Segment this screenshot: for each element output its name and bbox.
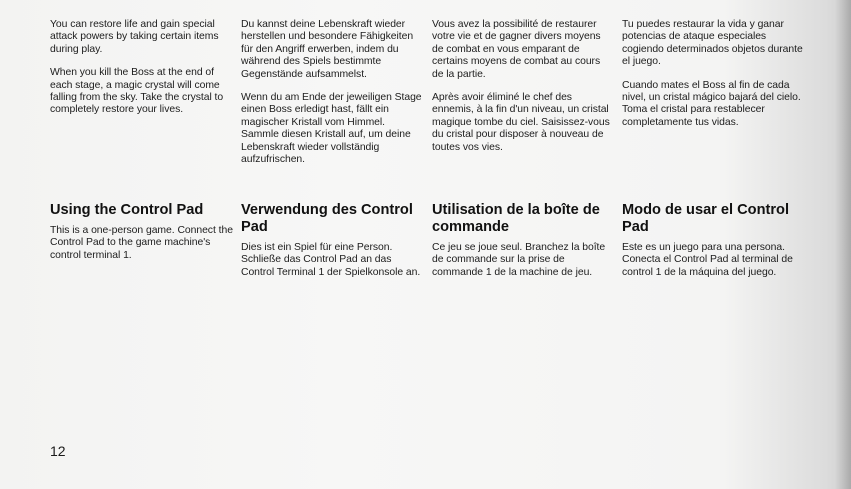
intro-paragraph: Vous avez la possibilité de restaurer votre vie et de gagner divers moyens de combat en vous emparant de certains moyens de combat au cours de la partie. (432, 19, 601, 80)
intro-paragraph: When you kill the Boss at the end of each stage, a magic crystal will come falling from the sky. Take the crystal to completely restore your lives. (50, 67, 224, 116)
intro-paragraph: Du kannst deine Lebenskraft wieder herstellen und besondere Fähigkeiten für den Angriff erwerben, indem du während des Spiels bestimmte Gegenstände aufsammelst. (241, 19, 414, 80)
binding-shadow (835, 0, 851, 489)
intro-column-english (50, 19, 232, 128)
intro-column-spanish (622, 19, 804, 140)
intro-column-french (432, 19, 614, 165)
section-heading: Modo de usar el Control Pad (622, 202, 790, 235)
section-heading: Verwendung des Control Pad (241, 202, 413, 235)
intro-paragraph: Wenn du am Ende der jeweiligen Stage einen Boss erledigt hast, fällt ein magischer Kristall vom Himmel. Sammle diesen Kristall auf, um deine Lebenskraft wieder vollständig aufzufrischen. (241, 92, 422, 166)
control-pad-section-french (432, 202, 616, 279)
page-number: 12 (50, 443, 66, 459)
intro-paragraph: Cuando mates el Boss al fin de cada nivel, un cristal mágico bajará del cielo. Toma el cristal para restablecer completamente tus vidas. (622, 79, 801, 128)
control-pad-section-german (241, 202, 425, 279)
section-body: This is a one-person game. Connect the Control Pad to the game machine's control terminal 1. (50, 225, 233, 261)
intro-paragraph: Après avoir éliminé le chef des ennemis, à la fin d'un niveau, un cristal magique tombe du ciel. Saisissez-vous du cristal pour disposer à nouveau de toutes vos vies. (432, 92, 610, 153)
intro-paragraph: You can restore life and gain special attack powers by taking certain items during play. (50, 19, 219, 55)
section-body: Ce jeu se joue seul. Branchez la boîte de commande sur la prise de commande 1 de la machine de jeu. (432, 242, 606, 278)
section-body: Dies ist ein Spiel für eine Person. Schließe das Control Pad an das Control Terminal 1 der Spielkonsole an. (241, 242, 421, 278)
section-heading: Utilisation de la boîte de commande (432, 202, 600, 235)
intro-paragraph: Tu puedes restaurar la vida y ganar potencias de ataque especiales cogiendo determinados objetos durante el juego. (622, 19, 803, 68)
section-heading: Using the Control Pad (50, 202, 204, 218)
control-pad-section-spanish (622, 202, 806, 279)
section-body: Este es un juego para una persona. Conecta el Control Pad al terminal de control 1 de la máquina del juego. (622, 242, 793, 278)
intro-column-german (241, 19, 423, 177)
control-pad-section-english (50, 202, 234, 262)
